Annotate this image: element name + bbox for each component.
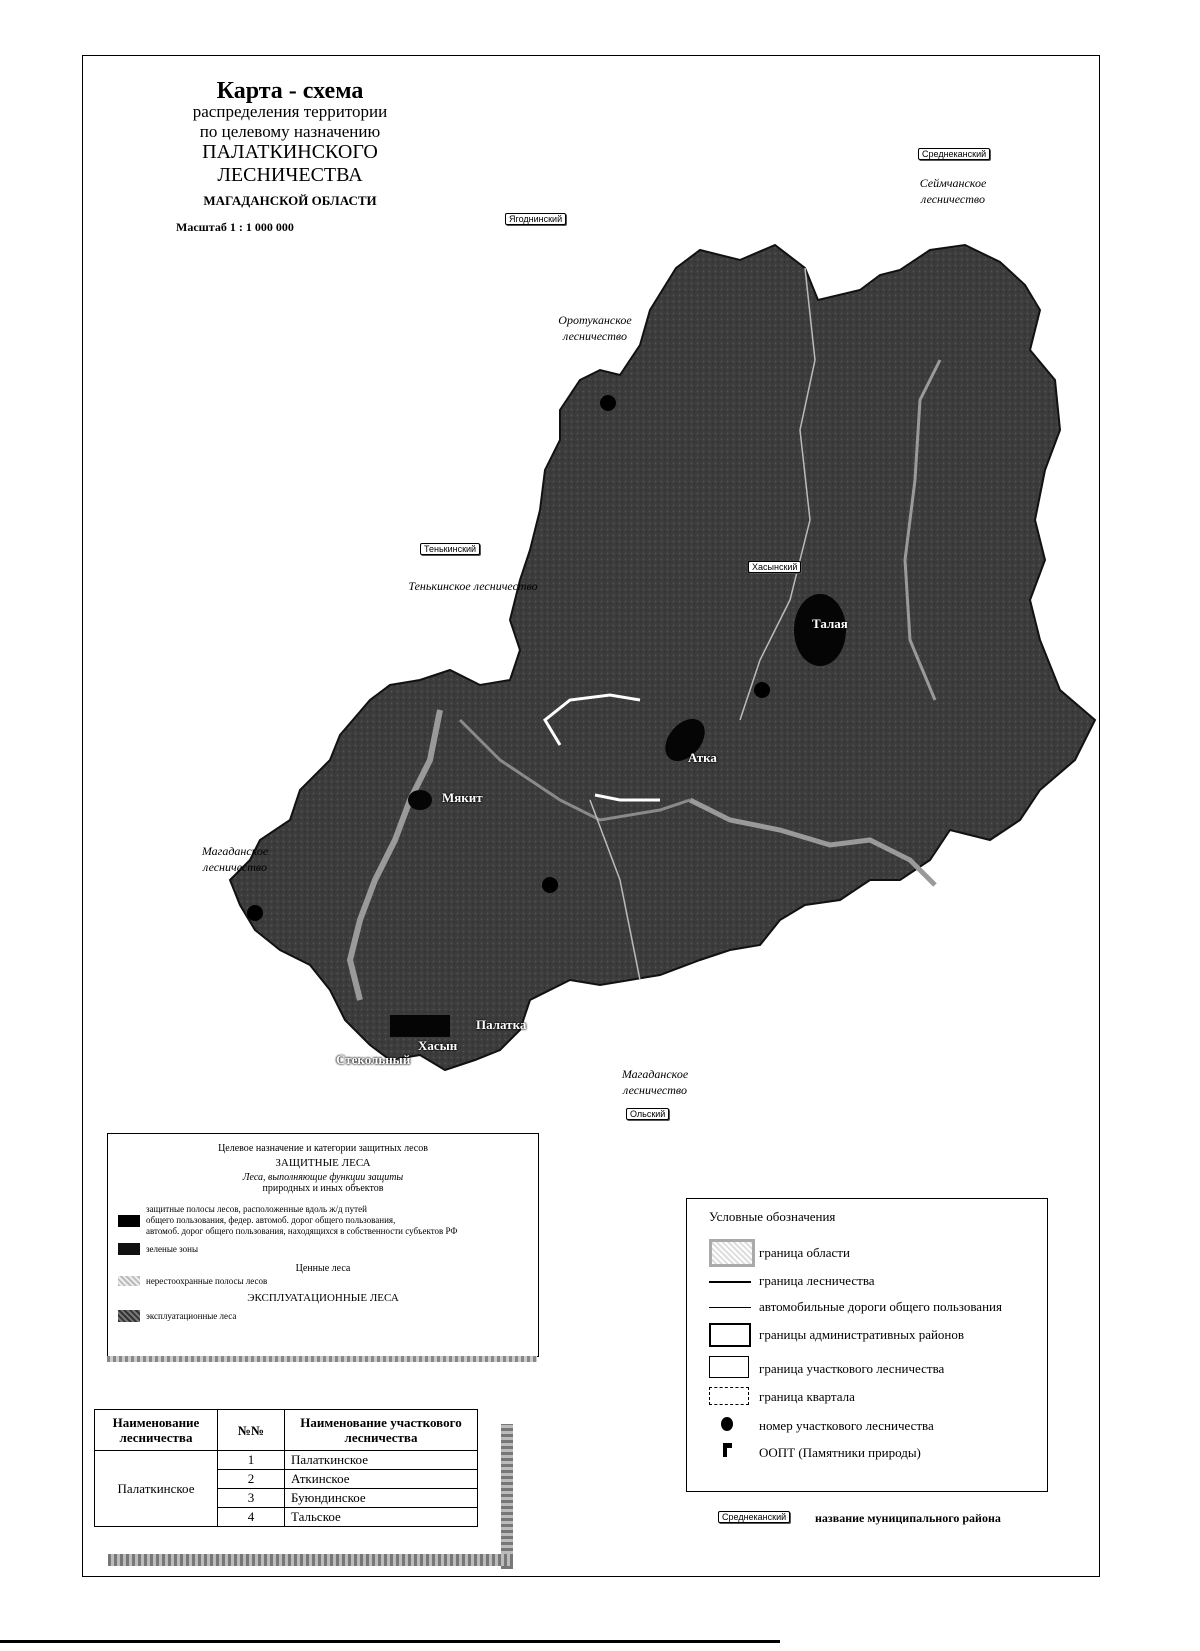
table-cell-name: Палаткинское xyxy=(285,1451,478,1470)
symbols-legend xyxy=(686,1198,1048,1492)
table-shadow xyxy=(501,1424,513,1569)
legend-valuable: Ценные леса xyxy=(295,1263,351,1274)
district-label-olsky: Ольский xyxy=(626,1108,669,1120)
sub-forestry-marker xyxy=(754,682,770,698)
legend-exploit: ЭКСПЛУАТАЦИОННЫЕ ЛЕСА xyxy=(247,1292,399,1304)
legend-item-green-zones: зеленые зоны xyxy=(146,1244,199,1254)
neighbor-forestry-orotukan: Оротуканское лесничество xyxy=(558,313,632,343)
legend-text: защитные полосы лесов, расположенные вдоль ж/д путей xyxy=(146,1204,367,1214)
district-label-srednekansky: Среднеканский xyxy=(918,148,990,160)
subtitle-line: по целевому назначению xyxy=(199,122,381,141)
table-row xyxy=(95,1451,478,1470)
table-cell-number: 2 xyxy=(218,1470,285,1489)
flag-icon-head xyxy=(723,1443,732,1448)
symbol-forestry-border xyxy=(709,1281,751,1283)
sub-forestry-marker xyxy=(247,905,263,921)
green-zone xyxy=(390,1015,450,1037)
district-example-caption: название муниципального района xyxy=(815,1511,1001,1525)
legend-text: автомоб. дорог общего пользования, находящихся в собственности субъектов РФ xyxy=(146,1226,458,1236)
table-cell-name: Тальское xyxy=(285,1508,478,1527)
table-cell-number: 1 xyxy=(218,1451,285,1470)
symbol-road xyxy=(709,1307,751,1308)
swatch-green-zones xyxy=(118,1243,140,1255)
table-cell-number: 3 xyxy=(218,1489,285,1508)
neighbor-forestry-tenka: Тенькинское лесничество xyxy=(408,579,538,593)
legend-protective-sub: природных и иных объектов xyxy=(262,1183,384,1194)
subtitle-line: распределения территории xyxy=(192,102,388,121)
sub-forestry-marker xyxy=(600,395,616,411)
legend-item-exploitation: эксплуатационные леса xyxy=(146,1311,237,1321)
sub-forestry-marker xyxy=(542,877,558,893)
table-cell-number: 4 xyxy=(218,1508,285,1527)
settlement-khasyn: Хасын xyxy=(418,1038,458,1053)
district-label-tenkinsky: Тенькинский xyxy=(420,543,480,555)
table-header-number: №№ xyxy=(218,1410,285,1451)
symbol-district-border xyxy=(709,1323,751,1347)
forest-category-legend xyxy=(107,1133,539,1357)
legend-heading: Целевое назначение и категории защитных лесов xyxy=(218,1143,428,1154)
map-title: Карта - схема xyxy=(216,78,364,104)
symbols-legend-heading: Условные обозначения xyxy=(709,1209,836,1224)
forestry-name-line: ПАЛАТКИНСКОГО xyxy=(202,141,378,163)
legend-text: общего пользования, федер. автомоб. дорог общего пользования, xyxy=(146,1215,396,1225)
district-label-khasynsky: Хасынский xyxy=(748,561,801,573)
subforestry-table xyxy=(94,1409,478,1527)
legend-protective: ЗАЩИТНЫЕ ЛЕСА xyxy=(275,1157,371,1169)
settlement-talaya: Талая xyxy=(812,616,848,631)
swatch-exploitation xyxy=(118,1310,140,1322)
table-cell-name: Аткинское xyxy=(285,1470,478,1489)
district-example-badge: Среднеканский xyxy=(718,1511,790,1523)
legend-item-spawning: нерестоохранные полосы лесов xyxy=(146,1276,268,1286)
table-shadow xyxy=(108,1554,513,1566)
settlement-palatka: Палатка xyxy=(476,1017,527,1032)
legend-protective-sub: Леса, выполняющие функции защиты xyxy=(242,1172,404,1183)
page-bottom-rule xyxy=(0,1640,780,1643)
legend-shadow xyxy=(107,1356,537,1362)
table-header-forestry: Наименование лесничества xyxy=(95,1410,218,1451)
neighbor-forestry-seymchan: Сеймчанское лесничество xyxy=(919,176,987,206)
symbol-subforestry-border xyxy=(709,1356,749,1378)
symbol-marker-icon xyxy=(721,1417,733,1431)
map-scale: Масштаб 1 : 1 000 000 xyxy=(176,220,294,234)
symbol-label: граница области xyxy=(759,1245,850,1260)
symbol-label: автомобильные дороги общего пользования xyxy=(759,1299,1002,1314)
green-zone xyxy=(408,790,432,810)
legend-item-protective-strips xyxy=(146,1204,458,1237)
symbol-label: ООПТ (Памятники природы) xyxy=(759,1445,921,1460)
symbol-region-border xyxy=(709,1239,755,1267)
region-name: МАГАДАНСКОЙ ОБЛАСТИ xyxy=(203,193,377,208)
district-label-yagodninsky: Ягоднинский xyxy=(505,213,566,225)
swatch-protective-strips xyxy=(118,1215,140,1227)
symbol-label: номер участкового лесничества xyxy=(759,1418,934,1433)
settlement-myakit: Мякит xyxy=(442,790,483,805)
settlement-atka: Атка xyxy=(688,750,717,765)
symbol-label: граница лесничества xyxy=(759,1273,875,1288)
forestry-name-line: ЛЕСНИЧЕСТВА xyxy=(217,164,363,186)
neighbor-forestry-magadan-south: Магаданское лесничество xyxy=(621,1067,689,1097)
table-cell-forestry: Палаткинское xyxy=(95,1451,218,1527)
symbol-label: граница квартала xyxy=(759,1389,855,1404)
table-header-subforestry: Наименование участкового лесничества xyxy=(285,1410,478,1451)
symbol-label: границы административных районов xyxy=(759,1327,965,1342)
settlement-stekolny: Стекольный xyxy=(336,1052,411,1067)
table-header-row xyxy=(95,1410,478,1451)
neighbor-forestry-magadan-west: Магаданское лесничество xyxy=(201,844,269,874)
symbol-label: граница участкового лесничества xyxy=(759,1361,945,1376)
forestry-territory xyxy=(230,245,1095,1070)
table-cell-name: Буюндинское xyxy=(285,1489,478,1508)
swatch-spawning-strips xyxy=(118,1276,140,1286)
symbol-quarter-border xyxy=(709,1387,749,1405)
